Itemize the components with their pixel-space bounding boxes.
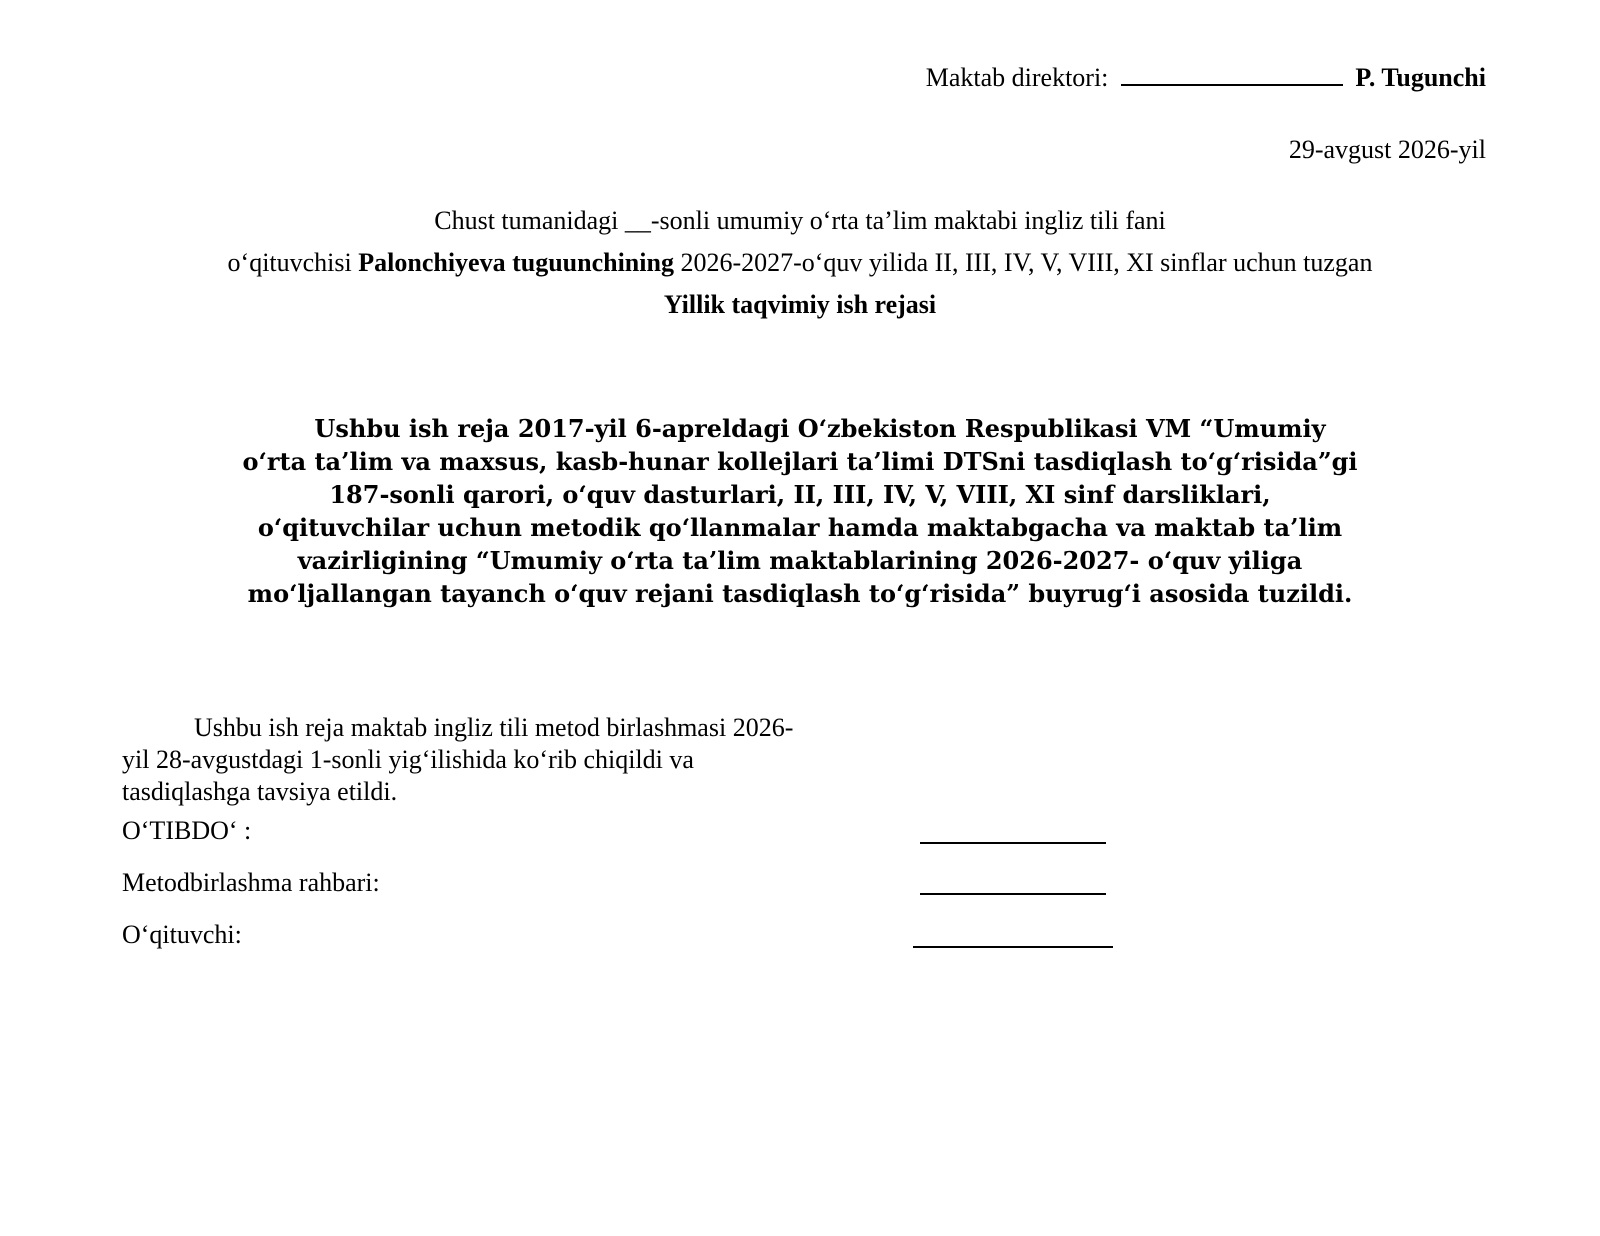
director-name: P. Tugunchi <box>1355 63 1486 92</box>
document-title: Yillik taqvimiy ish rejasi <box>663 290 937 319</box>
review-paragraph <box>122 712 862 808</box>
heading-line-1: Chust tumanidagi __-sonli umumiy o‘rta ta’lim maktabi ingliz tili fani <box>434 206 1166 235</box>
methodist-signature-line <box>920 893 1106 895</box>
review-line: tasdiqlashga tavsiya etildi. <box>122 777 398 806</box>
resolution-line: Ushbu ish reja 2017-yil 6-apreldagi O‘zbekiston Respublikasi VM “Umumiy <box>314 414 1326 443</box>
heading-line-2 <box>0 247 1600 279</box>
review-line: Ushbu ish reja maktab ingliz tili metod birlashmasi 2026- <box>194 713 794 742</box>
teacher-signature-line <box>913 946 1113 948</box>
resolution-paragraph <box>0 412 1600 610</box>
heading-suffix: 2026-2027-o‘quv yilida II, III, IV, V, VIII, XI sinflar uchun tuzgan <box>680 248 1373 277</box>
director-signature-line <box>1121 84 1343 86</box>
review-line: yil 28-avgustdagi 1-sonli yig‘ilishida ko‘rib chiqildi va <box>122 745 694 774</box>
approval-date: 29-avgust 2026-yil <box>1288 135 1486 164</box>
director-label: Maktab direktori: <box>925 63 1109 92</box>
otibdo-signature-line <box>920 842 1106 844</box>
director-approval-line <box>926 62 1486 94</box>
resolution-line: o‘rta ta’lim va maxsus, kasb-hunar kollejlari ta’limi DTSni tasdiqlash to‘g‘risida”gi <box>242 447 1358 476</box>
heading-prefix: o‘qituvchisi <box>227 248 352 277</box>
teacher-name: Palonchiyeva tuguunchining <box>358 248 674 277</box>
resolution-line: mo‘ljallangan tayanch o‘quv rejani tasdiqlash to‘g‘risida” buyrug‘i asosida tuzildi. <box>247 579 1353 608</box>
teacher-label: O‘qituvchi: <box>122 920 242 949</box>
methodist-label: Metodbirlashma rahbari: <box>122 868 380 897</box>
resolution-line: o‘qituvchilar uchun metodik qo‘llanmalar hamda maktabgacha va maktab ta’lim <box>257 513 1343 542</box>
resolution-line: vazirligining “Umumiy o‘rta ta’lim maktablarining 2026-2027- o‘quv yiliga <box>297 546 1303 575</box>
otibdo-label: O‘TIBDO‘ : <box>122 816 252 845</box>
resolution-line: 187-sonli qarori, o‘quv dasturlari, II, III, IV, V, VIII, XI sinf darsliklari, <box>329 480 1271 509</box>
